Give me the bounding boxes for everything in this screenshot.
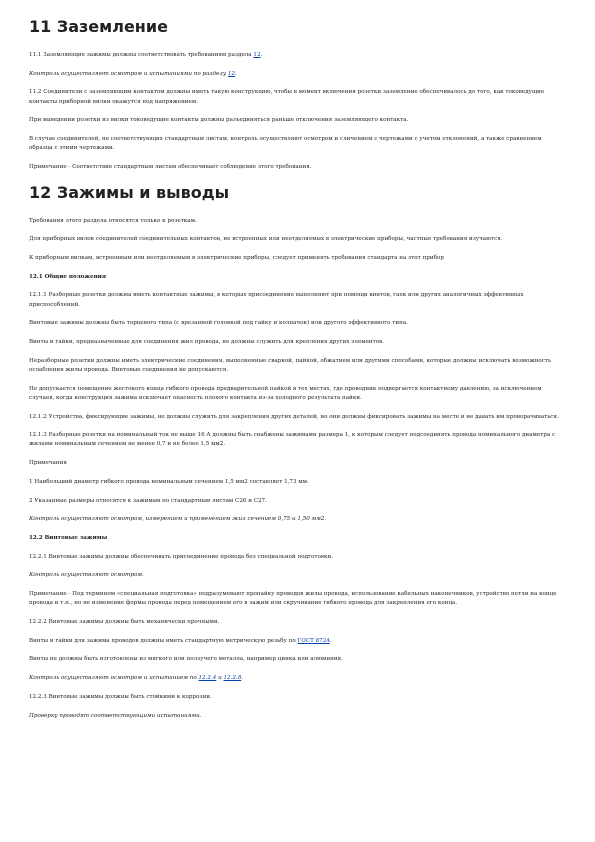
paragraph-11-1: 11.1 Заземляющие зажимы должны соответствовать требованиям раздела 12. bbox=[29, 52, 263, 58]
link-12-2-8[interactable]: 12.2.8 bbox=[223, 675, 242, 682]
paragraph-12-2-4: Винты не должны быть изготовлены из мягкого или ползучего металла, например цинка или алюминия. bbox=[29, 656, 343, 663]
control-note-12-2-b: Контроль осуществляют осмотром и испытанием по 12.2.4 и 12.2.8. bbox=[29, 675, 244, 682]
control-note-12-2-c: Проверку проводят соответствующими испытаниями. bbox=[29, 712, 202, 719]
note-2: 2 Указанные размеры относятся к зажимам по стандартным листам С26 и С27. bbox=[29, 497, 267, 504]
paragraph-11-3: При выведении розетки из вилки токоведущие контакты должны разъединяться раньше отключения заземляющего контакта. bbox=[29, 117, 409, 124]
paragraph-11-4: В случае соединителей, не соответствующих стандартным листам, контроль осуществляют осмотром и сличением с чертежами с учетом отклонений, а также сравнением образца с этими чертежами. bbox=[29, 136, 542, 152]
paragraph-12-1-2: Винтовые зажимы должны быть торцевого типа (с врезанной головкой под гайку и колпачок) или другого эффективного типа. bbox=[29, 320, 408, 327]
section-heading-11: 11 Заземление bbox=[29, 17, 168, 36]
paragraph-12-1-4: Неразборные розетки должны иметь электрические соединения, выполненные сваркой, пайкой, обжатием или другими способами, которые должны исключать возможность ослабления жилы провода. Винтовые соединения не допускаются. bbox=[29, 357, 552, 373]
paragraph-11-2: 11.2 Соединители с заземляющим контактом должны иметь такую конструкцию, чтобы в момент включения розетки заземление обеспечивалось до того, как токоведущие контакты приборной вилки окажутся под напряжением. bbox=[29, 89, 545, 105]
notes-heading: Примечания bbox=[29, 460, 67, 467]
control-note-12-1: Контроль осуществляют осмотром, измерением и применением жил сечением 0,75 и 1,50 мм2. bbox=[29, 516, 327, 523]
paragraph-12-2-3: Винты и гайки для зажима проводов должны иметь стандартную метрическую резьбу по ГОСТ 8724. bbox=[29, 637, 332, 644]
paragraph-12-1-1: 12.1.1 Разборные розетки должны иметь контактные зажимы, в которых присоединение выполняют при помощи винтов, гаек или других аналогичных эффективных приспособлений. bbox=[29, 292, 524, 308]
paragraph-12-2-5: 12.2.3 Винтовые зажимы должны быть стойкими к коррозии. bbox=[29, 693, 212, 700]
paragraph-12-1-3b: 12.1.3 Разборные розетки на номинальный ток не выше 16 А должны быть снабжены зажимами размера 1, к которым следует подсоединять провода номинального диаметра с жилами номинальным сечением не менее 0,7 и не более 1,5 мм2. bbox=[29, 432, 556, 448]
note-12-2: Примечание - Под термином «специальная подготовка» подразумевают пропайку проводов жилы провода, использование кабельных наконечников, устройство петли на конце провода и т.п., но не изменение формы провода перед помещением его в зажим или скручивание гибкого провода для закрепления его конца. bbox=[29, 591, 557, 607]
paragraph-12-2-2: 12.2.2 Винтовые зажимы должны быть механически прочными. bbox=[29, 619, 220, 625]
note-11: Примечание - Соответствие стандартным листам обеспечивает соблюдение этого требования. bbox=[29, 163, 312, 170]
section-heading-12: 12 Зажимы и выводы bbox=[29, 182, 230, 202]
link-12-2-4[interactable]: 12.2.4 bbox=[198, 675, 217, 682]
link-section-12[interactable]: 12 bbox=[253, 52, 261, 58]
subheading-12-1: 12.1 Общие положения bbox=[29, 273, 106, 280]
link-section-12-control[interactable]: 12 bbox=[227, 70, 236, 77]
paragraph-12-1-2b: 12.1.2 Устройства, фиксирующие зажимы, не должны служить для закрепления других деталей, но они должны фиксировать зажимы на месте и не давать им проворачиваться. bbox=[29, 413, 559, 420]
subheading-12-2: 12.2 Винтовые зажимы bbox=[29, 534, 108, 541]
paragraph-12-c: К приборным вилкам, встроенным или неотделяемым в электрические приборы, следует применять требования стандарта на этот прибор bbox=[29, 255, 444, 262]
control-note-12-2: Контроль осуществляют осмотром. bbox=[29, 572, 144, 579]
paragraph-12-a: Требования этого раздела относятся только к розеткам. bbox=[29, 217, 197, 224]
note-1: 1 Наибольший диаметр гибкого провода номинальным сечением 1,5 мм2 составляет 1,73 мм. bbox=[29, 478, 309, 485]
paragraph-12-1-3: Винты и гайки, предназначенные для соединения жил провода, не должны служить для крепления других элементов. bbox=[29, 339, 385, 346]
paragraph-12-2-1: 12.2.1 Винтовые зажимы должны обеспечивать присоединение провода без специальной подготовки. bbox=[29, 553, 333, 560]
paragraph-12-1-5: Не допускается помещение жестокого конца гибкого провода предварительной пайкой в тех местах, где проводник подвергается контактному давлению, за исключением случаев, когда конструкция зажима исключает опасность плохого контакта из-за холодного результата пайки. bbox=[29, 385, 542, 401]
control-note-11: Контроль осуществляют осмотром и испытаниями по разделу 12. bbox=[29, 70, 237, 77]
link-gost-8724[interactable]: ГОСТ 8724 bbox=[297, 637, 330, 644]
paragraph-12-b: Для приборных вилок соединителей соединительных контактов, не встроенных или неотделяемых в электрические приборы, частные требования изучаются. bbox=[29, 236, 503, 243]
